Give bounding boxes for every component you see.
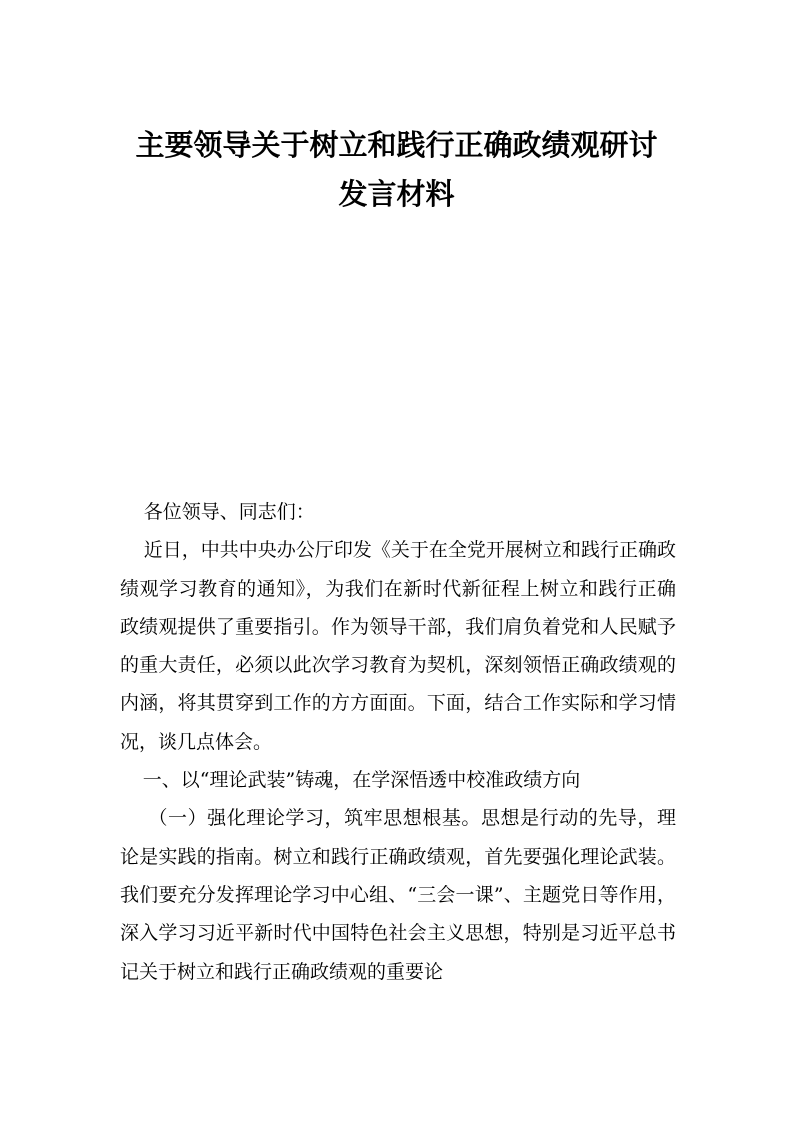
section-heading: 一、以“理论武装”铸魂，在学深悟透中校准政绩方向 bbox=[142, 769, 581, 792]
document-title-line-1: 主要领导关于树立和践行正确政绩观研讨 bbox=[135, 128, 658, 162]
salutation: 各位领导、同志们： bbox=[143, 501, 315, 523]
body-paragraph: （一）强化理论学习，筑牢思想根基。思想是行动的先导，理论是实践的指南。树立和践行正确政绩观，首先要强化理论武装。我们要充分发挥理论学习中心组、“三会一课”、主题党日等作用，深入学习习近平新时代中国特色社会主义思想，特别是习近平总书记关于树立和践行正确政绩观的重要论 bbox=[120, 807, 676, 983]
document-body bbox=[120, 493, 676, 991]
document-title-line-2: 发言材料 bbox=[338, 177, 455, 211]
body-paragraph: 近日，中共中央办公厅印发《关于在全党开展树立和践行正确政绩观学习教育的通知》，为我们在新时代新征程上树立和践行正确政绩观提供了重要指引。作为领导干部，我们肩负着党和人民赋予的重大责任，必须以此次学习教育为契机，深刻领悟正确政绩观的内涵，将其贯穿到工作的方方面面。下面，结合工作实际和学习情况，谈几点体会。 bbox=[120, 539, 676, 753]
